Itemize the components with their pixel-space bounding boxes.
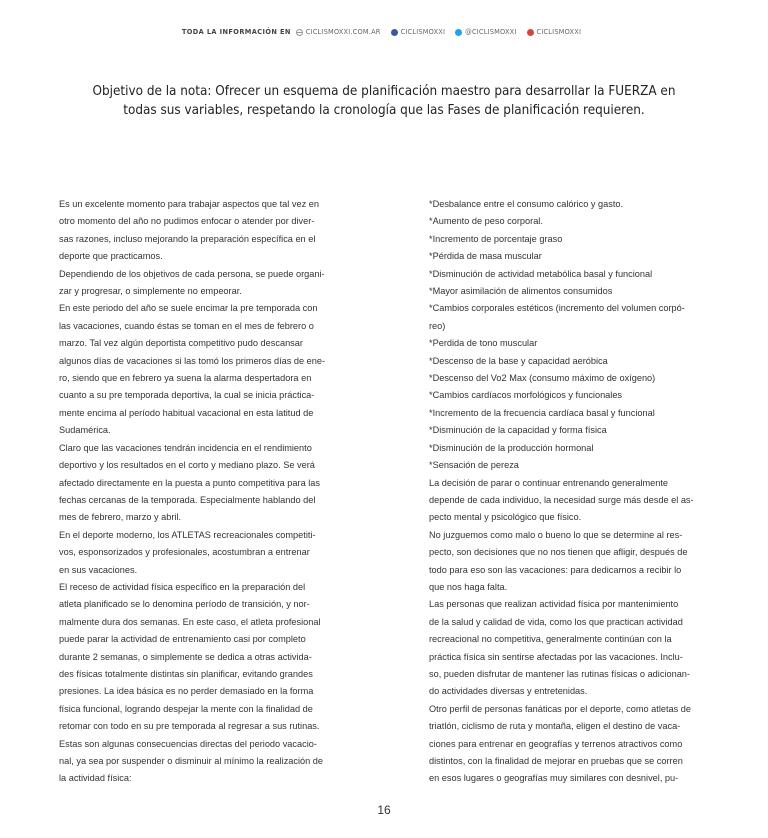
left-column-line: mente encima al período habitual vacacional en esta latitud de bbox=[59, 407, 314, 418]
left-column-line: Estas son algunas consecuencias directas del periodo vacacio- bbox=[59, 738, 317, 749]
right-column-line: *Mayor asimilación de alimentos consumidos bbox=[429, 286, 613, 297]
left-column-line: afectado directamente en la puesta a punto competitiva para las bbox=[59, 477, 320, 488]
left-column-line: cuanto a su pre temporada deportiva, la cual se inicia práctica- bbox=[59, 390, 315, 401]
right-column-line: *Perdida de tono muscular bbox=[429, 338, 538, 349]
left-column-line: mes de febrero, marzo y abril. bbox=[59, 512, 182, 523]
header-twitter-label: @CICLISMOXXI bbox=[465, 28, 517, 36]
left-column-line: en sus vacaciones. bbox=[59, 564, 138, 575]
objective-line-2: todas sus variables, respetando la cronología que las Fases de planificación requieren. bbox=[123, 103, 645, 118]
left-column-line: Sudamérica. bbox=[59, 425, 111, 436]
header-youtube-label: CICLISMOXXI bbox=[536, 28, 582, 36]
left-column-line: fechas cercanas de la temporada. Especialmente hablando del bbox=[59, 494, 316, 505]
header-bar bbox=[0, 28, 768, 36]
right-column-line: que nos haga falta. bbox=[429, 581, 508, 592]
left-column-line: sas razones, incluso mejorando la preparación específica en el bbox=[59, 233, 316, 244]
left-column-line: deporte que practicamos. bbox=[59, 251, 163, 262]
right-column-line: so, pueden disfrutar de mantener las rutinas físicas o adicionan- bbox=[429, 668, 690, 679]
right-column-line: *Descenso de la base y capacidad aeróbica bbox=[429, 355, 608, 366]
right-column-line: Las personas que realizan actividad física por mantenimiento bbox=[429, 599, 679, 610]
left-column-line: Es un excelente momento para trabajar aspectos que tal vez en bbox=[59, 199, 319, 209]
left-column-line: des físicas totalmente distintas sin planificar, evitando grandes bbox=[59, 668, 313, 679]
right-column-line: ciones para entrenar en geografías y terrenos atractivos como bbox=[429, 738, 683, 749]
right-column-line: pecto, son decisiones que no nos tienen que afligir, después de bbox=[429, 547, 688, 558]
left-column-line: Dependiendo de los objetivos de cada persona, se puede organi- bbox=[59, 268, 325, 279]
globe-icon bbox=[296, 29, 303, 36]
left-column-line: deportivo y los resultados en el corto y mediano plazo. Se verá bbox=[59, 460, 315, 471]
right-column-line: do actividades diversas y entretenidas. bbox=[429, 686, 588, 697]
objective-line-1: Objetivo de la nota: Ofrecer un esquema de planificación maestro para desarrollar la FUERZA en bbox=[92, 84, 676, 99]
right-column-line: *Aumento de peso corporal. bbox=[429, 216, 543, 227]
right-column-line: recreacional no competitiva, generalmente continúan con la bbox=[429, 634, 672, 645]
right-text-column bbox=[429, 196, 699, 788]
left-column-line: las vacaciones, cuando éstas se toman en el mes de febrero o bbox=[59, 320, 314, 331]
twitter-icon bbox=[455, 29, 462, 36]
left-column-line: Claro que las vacaciones tendrán incidencia en el rendimiento bbox=[59, 442, 312, 453]
left-column-line: durante 2 semanas, o simplemente se dedica a otras activida- bbox=[59, 651, 312, 662]
header-lead-text: TODA LA INFORMACIÓN EN bbox=[181, 28, 291, 36]
left-column-line: En el deporte moderno, los ATLETAS recreacionales competiti- bbox=[59, 529, 316, 540]
right-column-line: *Desbalance entre el consumo calórico y gasto. bbox=[429, 199, 624, 209]
left-column-line: En este periodo del año se suele encimar la pre temporada con bbox=[59, 303, 318, 314]
right-column-line: en esos lugares o geografías muy similares con desnivel, pu- bbox=[429, 773, 679, 784]
left-column-line: atleta planificado se lo denomina período de transición, y nor- bbox=[59, 599, 310, 610]
header-facebook[interactable] bbox=[391, 28, 446, 36]
right-column-line: *Disminución de la producción hormonal bbox=[429, 442, 594, 453]
right-column-line: Otro perfil de personas fanáticas por el deporte, como atletas de bbox=[429, 703, 691, 714]
right-column-line: distintos, con la finalidad de mejorar en pruebas que se corren bbox=[429, 756, 683, 766]
right-column-line: *Disminución de la capacidad y forma física bbox=[429, 425, 607, 436]
left-column-line: algunos días de vacaciones si las tomó los primeros días de ene- bbox=[59, 355, 326, 366]
right-column-line: *Disminución de actividad metabólica basal y funcional bbox=[429, 268, 653, 279]
right-column-line: No juzguemos como malo o bueno lo que se determine al res- bbox=[429, 529, 683, 540]
right-column-line: todo para eso son las vacaciones: para dedicarnos a recibir lo bbox=[429, 564, 682, 575]
right-column-line: *Cambios corporales estéticos (incremento del volumen corpó- bbox=[429, 303, 685, 314]
left-column-line: marzo. Tal vez algún deportista competitivo pudo descansar bbox=[59, 338, 303, 349]
left-column-line: nal, ya sea por suspender o disminuir al mínimo la realización de bbox=[59, 756, 324, 766]
right-column-line: *Sensación de pereza bbox=[429, 460, 519, 471]
youtube-icon bbox=[527, 29, 534, 36]
right-column-line: *Incremento de porcentaje graso bbox=[429, 233, 563, 244]
right-column-line: *Cambios cardíacos morfológicos y funcionales bbox=[429, 390, 623, 401]
header-website[interactable] bbox=[296, 28, 381, 36]
left-column-line: la actividad física: bbox=[59, 773, 132, 784]
right-column-line: práctica física sin sentirse afectadas por las vacaciones. Inclu- bbox=[429, 651, 683, 662]
article-objective bbox=[84, 82, 684, 120]
right-column-line: *Incremento de la frecuencia cardíaca basal y funcional bbox=[429, 407, 655, 418]
left-text-column bbox=[59, 196, 329, 788]
header-youtube[interactable] bbox=[527, 28, 582, 36]
right-column-line: *Pérdida de masa muscular bbox=[429, 251, 542, 262]
left-column-line: física funcional, logrando despejar la mente con la finalidad de bbox=[59, 703, 313, 714]
left-column-line: El receso de actividad física específico en la preparación del bbox=[59, 581, 306, 592]
page-number: 16 bbox=[377, 803, 391, 817]
header-twitter[interactable] bbox=[455, 28, 516, 36]
right-column-line: depende de cada individuo, la necesidad surge más desde el as- bbox=[429, 494, 694, 505]
right-column-line: La decisión de parar o continuar entrenando generalmente bbox=[429, 477, 669, 488]
facebook-icon bbox=[391, 29, 398, 36]
left-column-line: ro, siendo que en febrero ya suena la alarma despertadora en bbox=[59, 373, 312, 384]
right-column-line: triatlón, ciclismo de ruta y montaña, eligen el destino de vaca- bbox=[429, 721, 681, 732]
header-facebook-label: CICLISMOXXI bbox=[400, 28, 446, 36]
right-column-line: reo) bbox=[429, 320, 446, 331]
header-website-label: CICLISMOXXI.COM.AR bbox=[305, 28, 381, 36]
right-column-line: pecto mental y psicológico que físico. bbox=[429, 512, 582, 523]
left-column-line: vos, esponsorizados y profesionales, acostumbran a entrenar bbox=[59, 547, 310, 558]
left-column-line: presiones. La idea básica es no perder demasiado en la forma bbox=[59, 686, 314, 697]
left-column-line: puede parar la actividad de entrenamiento casi por completo bbox=[59, 634, 306, 645]
left-column-line: retomar con todo en su pre temporada al regresar a sus rutinas. bbox=[59, 721, 320, 732]
left-column-line: otro momento del año no pudimos enfocar o atender por diver- bbox=[59, 216, 315, 227]
right-column-line: de la salud y calidad de vida, como los que practican actividad bbox=[429, 616, 683, 627]
right-column-line: *Descenso del Vo2 Max (consumo máximo de oxígeno) bbox=[429, 373, 656, 384]
left-column-line: malmente dura dos semanas. En este caso, el atleta profesional bbox=[59, 616, 321, 627]
left-column-line: zar y progresar, o simplemente no empeorar. bbox=[59, 286, 242, 297]
